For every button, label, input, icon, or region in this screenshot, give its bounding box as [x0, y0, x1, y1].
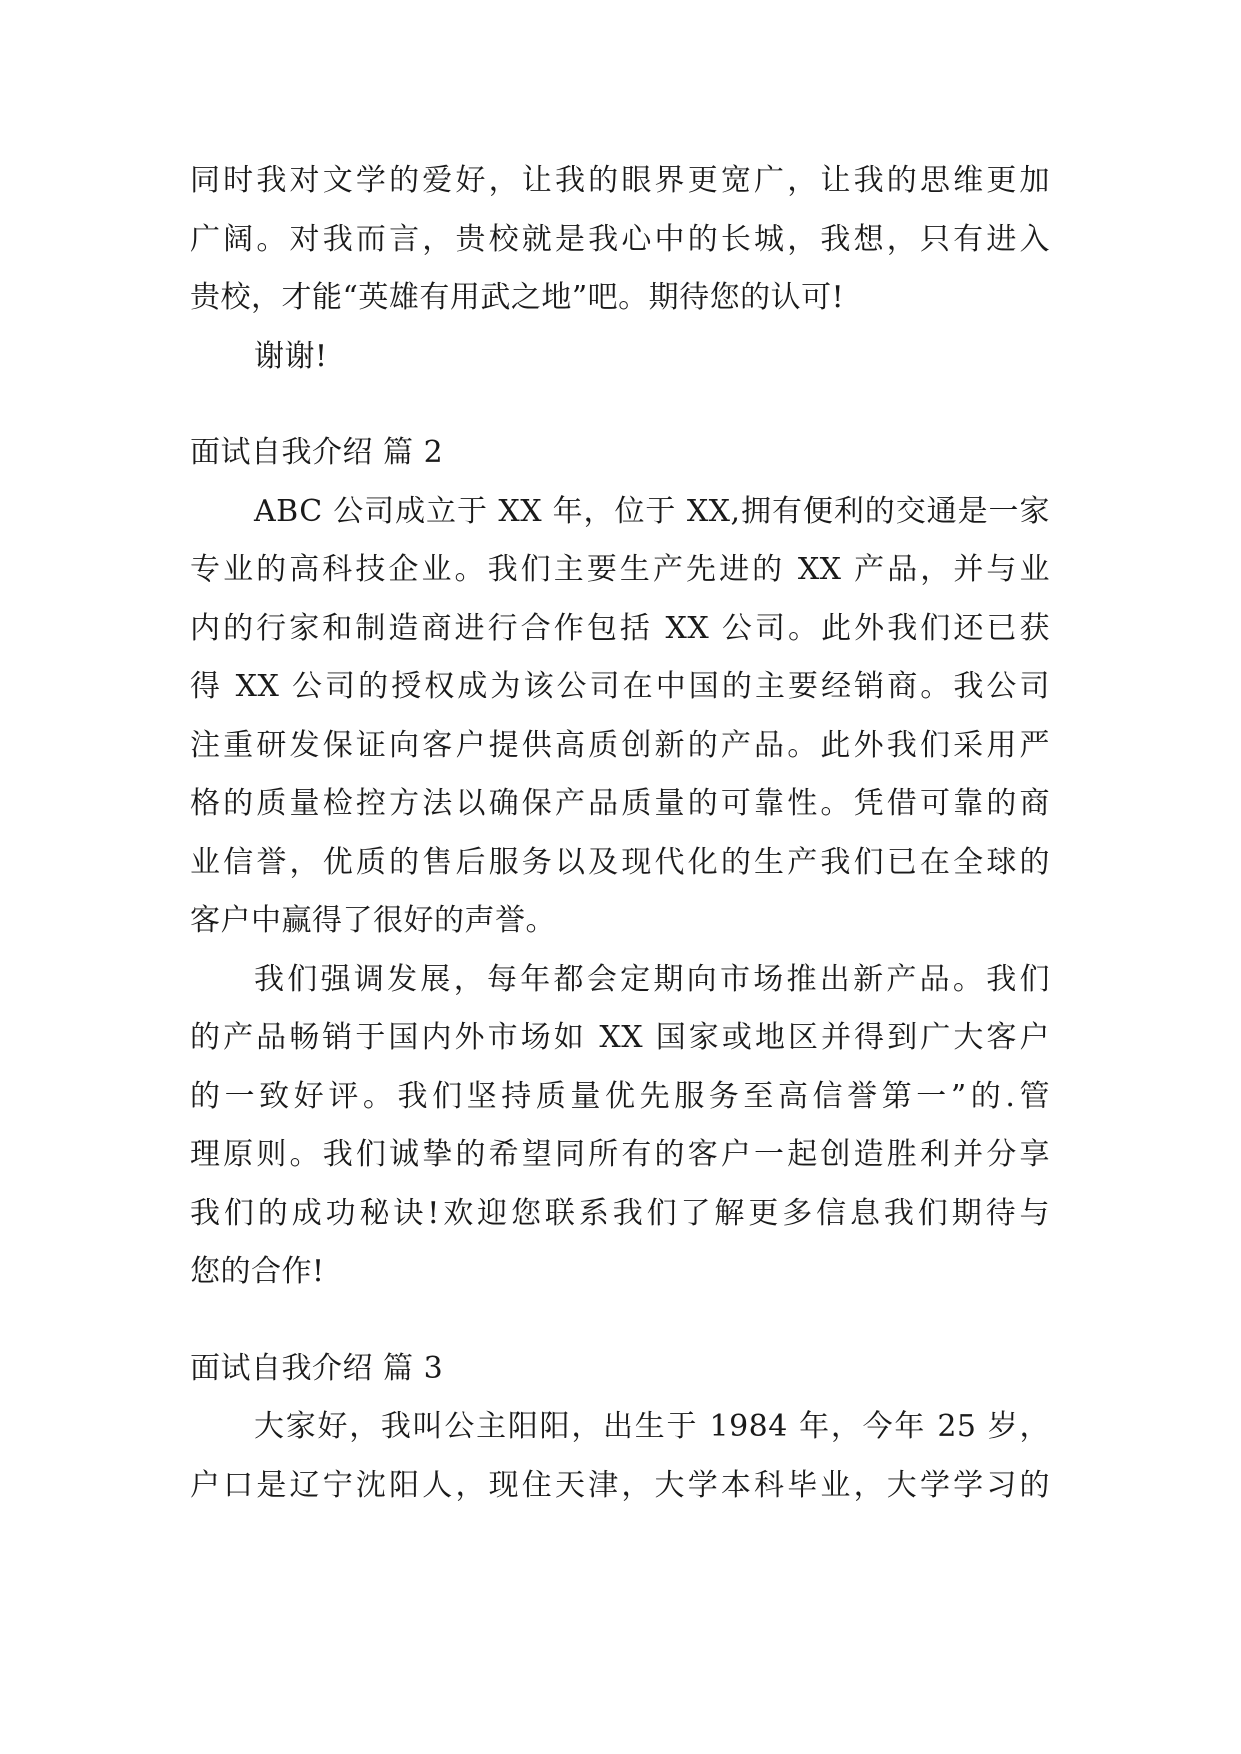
paragraph-line: 大家好，我叫公主阳阳，出生于 1984 年，今年 25 岁， — [254, 1409, 1050, 1444]
paragraph-line: 客户中赢得了很好的声誉。 — [190, 903, 556, 938]
paragraph-line: 注重研发保证向客户提供高质创新的产品。此外我们采用严 — [190, 727, 1050, 763]
paragraph-line: 内的行家和制造商进行合作包括 XX 公司。此外我们还已获 — [190, 610, 1050, 646]
document-body — [190, 152, 1050, 1515]
paragraph-line: 您的合作! — [190, 1254, 325, 1289]
thanks-line: 谢谢! — [254, 338, 328, 374]
paragraph-line: ABC 公司成立于 XX 年，位于 XX,拥有便利的交通是一家 — [254, 493, 1050, 529]
paragraph-line: 的一致好评。我们坚持质量优先服务至高信誉第一”的.管 — [190, 1078, 1050, 1114]
paragraph-line: 格的质量检控方法以确保产品质量的可靠性。凭借可靠的商 — [190, 786, 1050, 821]
paragraph-line: 广阔。对我而言，贵校就是我心中的长城，我想，只有进入 — [190, 221, 1050, 257]
section-heading-3: 面试自我介绍 篇 3 — [190, 1350, 444, 1386]
paragraph-line: 同时我对文学的爱好，让我的眼界更宽广，让我的思维更加 — [190, 163, 1050, 198]
paragraph-line: 业信誉，优质的售后服务以及现代化的生产我们已在全球的 — [190, 844, 1050, 880]
section-heading-2: 面试自我介绍 篇 2 — [190, 435, 444, 470]
paragraph-line: 我们强调发展，每年都会定期向市场推出新产品。我们 — [254, 961, 1050, 997]
paragraph-line: 得 XX 公司的授权成为该公司在中国的主要经销商。我公司 — [190, 669, 1050, 704]
paragraph-line: 的产品畅销于国内外市场如 XX 国家或地区并得到广大客户 — [190, 1020, 1050, 1055]
paragraph-line: 专业的高科技企业。我们主要生产先进的 XX 产品，并与业 — [190, 552, 1050, 587]
paragraph-line: 理原则。我们诚挚的希望同所有的客户一起创造胜利并分享 — [190, 1137, 1050, 1172]
paragraph-line: 户口是辽宁沈阳人，现住天津，大学本科毕业，大学学习的 — [190, 1467, 1050, 1503]
paragraph-line: 我们的成功秘诀!欢迎您联系我们了解更多信息我们期待与 — [190, 1195, 1050, 1231]
paragraph-line: 贵校，才能“英雄有用武之地”吧。期待您的认可! — [190, 280, 845, 315]
